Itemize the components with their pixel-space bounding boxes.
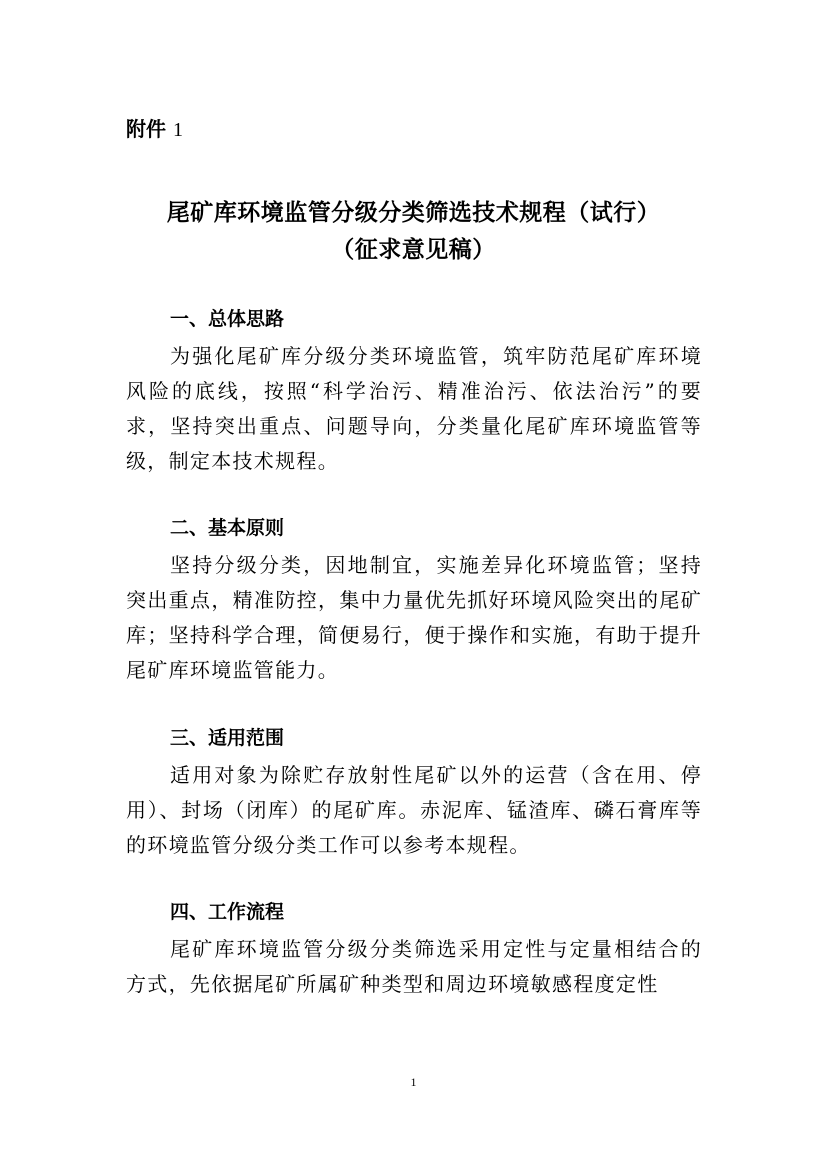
annex-number: 1 (172, 119, 183, 141)
section-heading-4: 四、工作流程 (170, 901, 285, 923)
section-paragraph-1: 为强化尾矿库分级分类环境监管，筑牢防范尾矿库环境风险的底线，按照“科学治污、精准治污、依法治污”的要求，坚持突出重点、问题导向，分类量化尾矿库环境监管等级，制定本技术规程。 (126, 344, 702, 473)
section-paragraph-4: 尾矿库环境监管分级分类筛选采用定性与定量相结合的方式，先依据尾矿所属矿种类型和周边环境敏感程度定性 (126, 937, 702, 996)
document-subtitle: （征求意见稿） (331, 236, 496, 263)
section-heading-2: 二、基本原则 (170, 517, 285, 539)
annex-label (126, 113, 183, 142)
annex-text: 附件 (126, 117, 166, 141)
section-heading-1: 一、总体思路 (170, 308, 285, 330)
page-number: 1 (410, 1075, 417, 1089)
document-title: 尾矿库环境监管分级分类筛选技术规程（试行） (166, 199, 661, 226)
section-heading-3: 三、适用范围 (170, 727, 285, 749)
section-paragraph-3: 适用对象为除贮存放射性尾矿以外的运营（含在用、停用）、封场（闭库）的尾矿库。赤泥库、锰渣库、磷石膏库等的环境监管分级分类工作可以参考本规程。 (126, 763, 702, 857)
section-paragraph-2: 坚持分级分类，因地制宜，实施差异化环境监管；坚持突出重点，精准防控，集中力量优先抓好环境风险突出的尾矿库；坚持科学合理，简便易行，便于操作和实施，有助于提升尾矿库环境监管能力。 (126, 553, 702, 682)
